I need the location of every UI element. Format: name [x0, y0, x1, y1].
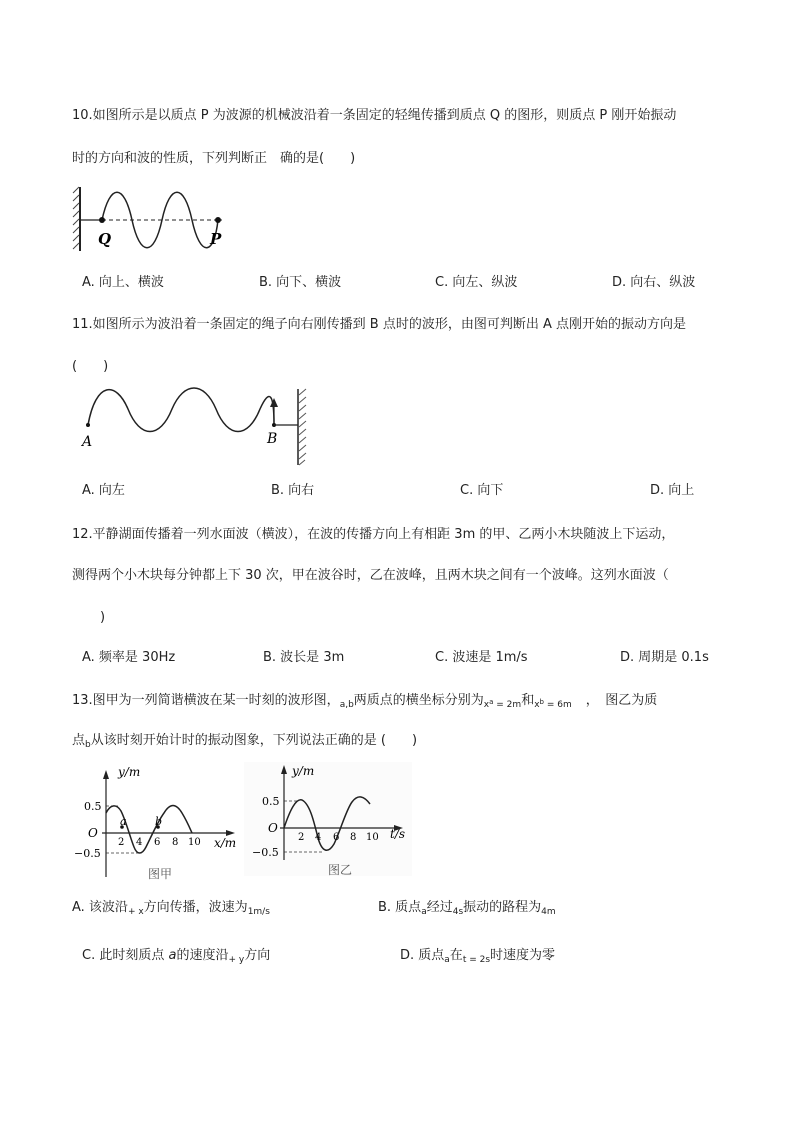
q13-option-c-part: C. 此时刻质点: [82, 948, 169, 963]
q13-jia-caption: 图甲: [148, 867, 173, 881]
q13-option-d-part: D. 质点: [400, 948, 445, 963]
q10-point-p: [215, 217, 221, 223]
q13-option-a-part: + x: [127, 907, 144, 917]
q13-jia-label-b: b: [155, 815, 163, 828]
q13-xb-value: = 6m: [543, 700, 572, 710]
q11-point-a: [86, 423, 90, 427]
q13-option-a-part: 1m/s: [247, 907, 270, 917]
q13-xa-value: = 2m: [493, 700, 522, 710]
q13-yi-xtick: 6: [333, 832, 340, 843]
q13-jia-xtick: 10: [188, 837, 201, 848]
q13-yi-caption: 图乙: [328, 863, 353, 877]
q13-yi-ytick: 0.5: [262, 795, 280, 808]
q13-yi-xtick: 4: [315, 832, 322, 843]
q12-stem-line1: 12.平静湖面传播着一列水面波（横波），在波的传播方向上有相距 3m 的甲、乙两小木块随波上下运动，: [72, 527, 675, 542]
q13-option-d-part: t = 2s: [462, 955, 491, 965]
q13-stem-line1: [72, 693, 657, 710]
q12-option-c[interactable]: C. 波速是 1m/s: [435, 650, 528, 665]
q13-xa-symbol: x: [483, 700, 490, 710]
q13-option-b-part: 4s: [452, 907, 464, 917]
q13-option-c-part: a: [168, 948, 177, 963]
q11-stem-line2: ( ): [72, 359, 109, 374]
q10-option-d[interactable]: D. 向右、纵波: [612, 275, 696, 290]
q10-stem-line1: 10.如图所示是以质点 P 为波源的机械波沿着一条固定的轻绳传播到质点 Q 的图形，则质点 P 刚开始振动: [72, 108, 677, 123]
q13-yi-xtick: 8: [350, 832, 357, 843]
q13-option-b-part: B. 质点: [378, 900, 422, 915]
q12-option-b[interactable]: B. 波长是 3m: [263, 650, 345, 665]
q13-yi-ylabel: y/m: [292, 764, 315, 778]
q10-label-p: P: [210, 230, 222, 248]
q13-option-b-part: 经过: [426, 900, 453, 915]
q13-xb-symbol: x: [534, 700, 540, 710]
q13-yi-ytick: −0.5: [252, 846, 279, 859]
q13-stem-line2: [72, 733, 417, 750]
q13-stem-part: 从该时刻开始计时的振动图象，下列说法正确的是 ( ): [90, 733, 418, 748]
q13-option-c-part: + y: [228, 955, 245, 965]
q13-option-d-part: a: [444, 955, 450, 965]
q13-jia-xtick: 8: [172, 837, 179, 848]
q13-jia-xtick: 2: [118, 837, 125, 848]
q13-option-b-part: 振动的路程为: [463, 900, 542, 915]
q12-stem-line2: 测得两个小木块每分钟都上下 30 次，甲在波谷时，乙在波峰，且两木块之间有一个波峰。这列水面波（: [72, 568, 669, 583]
q13-option-c-part: 方向: [244, 948, 271, 963]
q13-option-b-part: a: [421, 907, 427, 917]
q13-jia-xtick: 6: [154, 837, 161, 848]
q13-jia-ylabel: y/m: [118, 765, 141, 779]
q11-stem-line1: 11.如图所示为波沿着一条固定的绳子向右刚传播到 B 点时的波形，由图可判断出 A 点刚开始的振动方向是: [72, 317, 687, 332]
q13-option-b-part: 4m: [541, 907, 556, 917]
q13-b-label: b: [85, 740, 91, 750]
q10-option-b[interactable]: B. 向下、横波: [259, 275, 342, 290]
q11-label-b: B: [267, 431, 278, 447]
q13-option-a[interactable]: [72, 900, 270, 917]
q10-label-q: Q: [98, 230, 112, 248]
q11-figure: [76, 383, 326, 473]
q13-figure-jia: [72, 765, 252, 883]
q11-option-d[interactable]: D. 向上: [650, 483, 695, 498]
q10-option-c[interactable]: C. 向左、纵波: [435, 275, 518, 290]
q13-ab-label: a,b: [339, 700, 354, 710]
q10-figure: [72, 185, 232, 255]
q13-jia-xlabel: x/m: [214, 836, 237, 850]
q13-option-d[interactable]: [400, 948, 555, 965]
q13-jia-ytick: 0.5: [84, 800, 102, 813]
q13-figure-yi: [240, 760, 420, 878]
q11-option-b[interactable]: B. 向右: [271, 483, 315, 498]
q13-stem-part: 点: [72, 733, 86, 748]
q10-stem-line2: 时的方向和波的性质，下列判断正 确的是( ): [72, 151, 356, 166]
q13-stem-part: ， 图乙为质: [585, 693, 658, 708]
q13-jia-ytick: −0.5: [74, 847, 101, 860]
q13-yi-xlabel: t/s: [390, 827, 406, 841]
q13-option-c-part: 的速度沿: [176, 948, 229, 963]
q13-stem-part: 和: [521, 693, 535, 708]
q13-yi-xtick: 2: [298, 832, 305, 843]
q13-stem-part: 13.图甲为一列简谐横波在某一时刻的波形图，: [72, 693, 340, 708]
q11-option-a[interactable]: A. 向左: [82, 483, 125, 498]
q12-stem-line3: ): [100, 610, 106, 625]
q13-option-d-part: 时速度为零: [490, 948, 556, 963]
q13-jia-xtick: 4: [136, 837, 143, 848]
q13-option-d-part: 在: [449, 948, 463, 963]
q13-yi-xtick: 10: [366, 832, 379, 843]
q13-xa-sub: a: [489, 698, 494, 706]
q12-option-a[interactable]: A. 频率是 30Hz: [82, 650, 176, 665]
q13-option-b[interactable]: [378, 900, 556, 917]
q12-option-d[interactable]: D. 周期是 0.1s: [620, 650, 709, 665]
q11-label-a: A: [82, 434, 93, 450]
q13-stem-part: 两质点的横坐标分别为: [353, 693, 484, 708]
q13-option-a-part: A. 该波沿: [72, 900, 128, 915]
q13-option-a-part: 方向传播，波速为: [143, 900, 248, 915]
q13-yi-origin: O: [268, 821, 278, 835]
q13-option-c[interactable]: [82, 948, 270, 965]
q11-option-c[interactable]: C. 向下: [460, 483, 504, 498]
q10-option-a[interactable]: A. 向上、横波: [82, 275, 164, 290]
q13-xb-sub: b: [539, 698, 544, 706]
q13-jia-label-a: a: [120, 815, 127, 828]
q10-point-q: [99, 217, 105, 223]
q13-jia-origin: O: [88, 826, 98, 840]
